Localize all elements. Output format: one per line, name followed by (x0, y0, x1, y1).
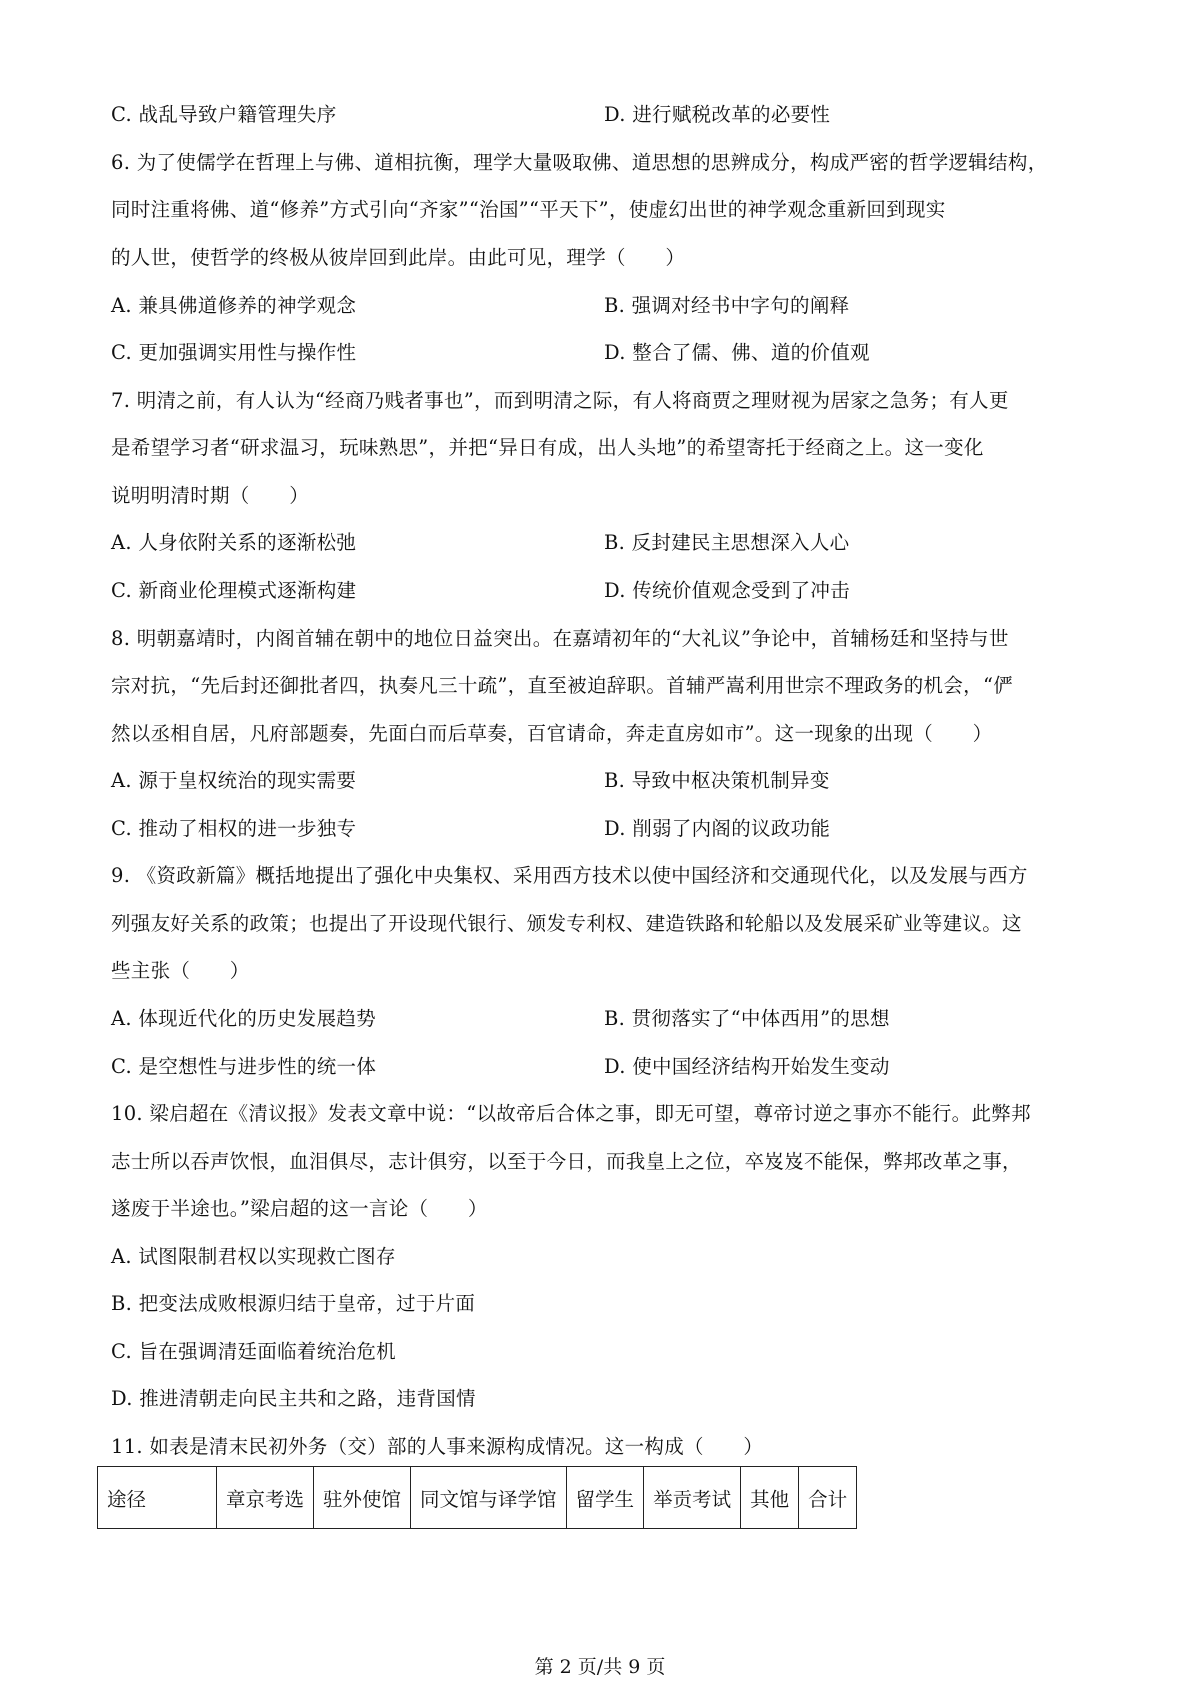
q7-option-c: C. 新商业伦理模式逐渐构建 (111, 579, 357, 602)
q6-option-b: B. 强调对经书中字句的阐释 (604, 294, 850, 317)
q10-option-c: C. 旨在强调清廷面临着统治危机 (111, 1340, 396, 1363)
q8-option-d: D. 削弱了内阁的议政功能 (604, 817, 831, 840)
table-cell: 合计 (799, 1467, 857, 1529)
q5-option-c: C. 战乱导致户籍管理失序 (111, 103, 337, 126)
q9-option-c: C. 是空想性与进步性的统一体 (111, 1055, 377, 1078)
q7-stem-line-1: 7. 明清之前，有人认为“经商乃贱者事也”，而到明清之际，有人将商贾之理财视为居家之急务；有人更 (111, 389, 1009, 412)
q7-option-d: D. 传统价值观念受到了冲击 (604, 579, 851, 602)
q7-stem-line-2: 是希望学习者“研求温习，玩味熟思”，并把“异日有成，出人头地”的希望寄托于经商之上。这一变化 (111, 436, 984, 459)
page-footer: 第 2 页/共 9 页 (534, 1656, 666, 1678)
q9-option-d: D. 使中国经济结构开始发生变动 (604, 1055, 890, 1078)
q10-stem-line-1: 10. 梁启超在《清议报》发表文章中说：“以故帝后合体之事，即无可望，尊帝讨逆之事亦不能行。此弊邦 (111, 1102, 1031, 1125)
table-row (98, 1467, 857, 1529)
q8-option-c: C. 推动了相权的进一步独专 (111, 817, 357, 840)
q6-stem-line-1: 6. 为了使儒学在哲理上与佛、道相抗衡，理学大量吸取佛、道思想的思辨成分，构成严密的哲学逻辑结构， (111, 151, 1048, 174)
q6-option-c: C. 更加强调实用性与操作性 (111, 341, 357, 364)
q9-option-a: A. 体现近代化的历史发展趋势 (111, 1007, 376, 1030)
q6-stem-line-2: 同时注重将佛、道“修养”方式引向“齐家”“治国”“平天下”，使虚幻出世的神学观念重新回到现实 (111, 198, 946, 221)
q8-option-b: B. 导致中枢决策机制异变 (604, 769, 830, 792)
q5-option-d: D. 进行赋税改革的必要性 (604, 103, 831, 126)
table-cell: 其他 (741, 1467, 799, 1529)
q7-stem-line-3: 说明明清时期（ ） (111, 484, 310, 507)
q9-stem-line-1: 9. 《资政新篇》概括地提出了强化中央集权、采用西方技术以使中国经济和交通现代化，以及发展与西方 (111, 864, 1028, 887)
q8-stem-line-2: 宗对抗，“先后封还御批者四，执奏凡三十疏”，直至被迫辞职。首辅严嵩利用世宗不理政务的机会，“俨 (111, 674, 1014, 697)
q6-stem-line-3: 的人世，使哲学的终极从彼岸回到此岸。由此可见，理学（ ） (111, 246, 686, 269)
q9-stem-line-2: 列强友好关系的政策；也提出了开设现代银行、颁发专利权、建造铁路和轮船以及发展采矿业等建议。这 (111, 912, 1022, 935)
q11-stem-line-1: 11. 如表是清末民初外务（交）部的人事来源构成情况。这一构成（ ） (111, 1435, 764, 1458)
q8-stem-line-3: 然以丞相自居，凡府部题奏，先面白而后草奏，百官请命，奔走直房如市”。这一现象的出现（ ） (111, 722, 993, 745)
q10-option-a: A. 试图限制君权以实现救亡图存 (111, 1245, 396, 1268)
q8-stem-line-1: 8. 明朝嘉靖时，内阁首辅在朝中的地位日益突出。在嘉靖初年的“大礼议”争论中，首辅杨廷和坚持与世 (111, 627, 1009, 650)
q10-stem-line-3: 遂废于半途也。”梁启超的这一言论（ ） (111, 1197, 488, 1220)
table-cell: 同文馆与译学馆 (411, 1467, 567, 1529)
q6-option-d: D. 整合了儒、佛、道的价值观 (604, 341, 870, 364)
table-cell: 章京考选 (217, 1467, 314, 1529)
q8-option-a: A. 源于皇权统治的现实需要 (111, 769, 357, 792)
table-cell: 留学生 (566, 1467, 644, 1529)
q10-option-d: D. 推进清朝走向民主共和之路，违背国情 (111, 1387, 476, 1410)
q10-stem-line-2: 志士所以吞声饮恨，血泪俱尽，志计俱穷，以至于今日，而我皇上之位，卒岌岌不能保，弊邦改革之事， (111, 1150, 1022, 1173)
q6-option-a: A. 兼具佛道修养的神学观念 (111, 294, 357, 317)
q10-option-b: B. 把变法成败根源归结于皇帝，过于片面 (111, 1292, 476, 1315)
q7-option-b: B. 反封建民主思想深入人心 (604, 531, 850, 554)
personnel-source-table (97, 1466, 857, 1529)
table-cell: 途径 (98, 1467, 217, 1529)
table-cell: 驻外使馆 (314, 1467, 411, 1529)
q9-stem-line-3: 些主张（ ） (111, 959, 250, 982)
table-cell: 举贡考试 (644, 1467, 741, 1529)
q9-option-b: B. 贯彻落实了“中体西用”的思想 (604, 1007, 890, 1030)
q7-option-a: A. 人身依附关系的逐渐松弛 (111, 531, 357, 554)
